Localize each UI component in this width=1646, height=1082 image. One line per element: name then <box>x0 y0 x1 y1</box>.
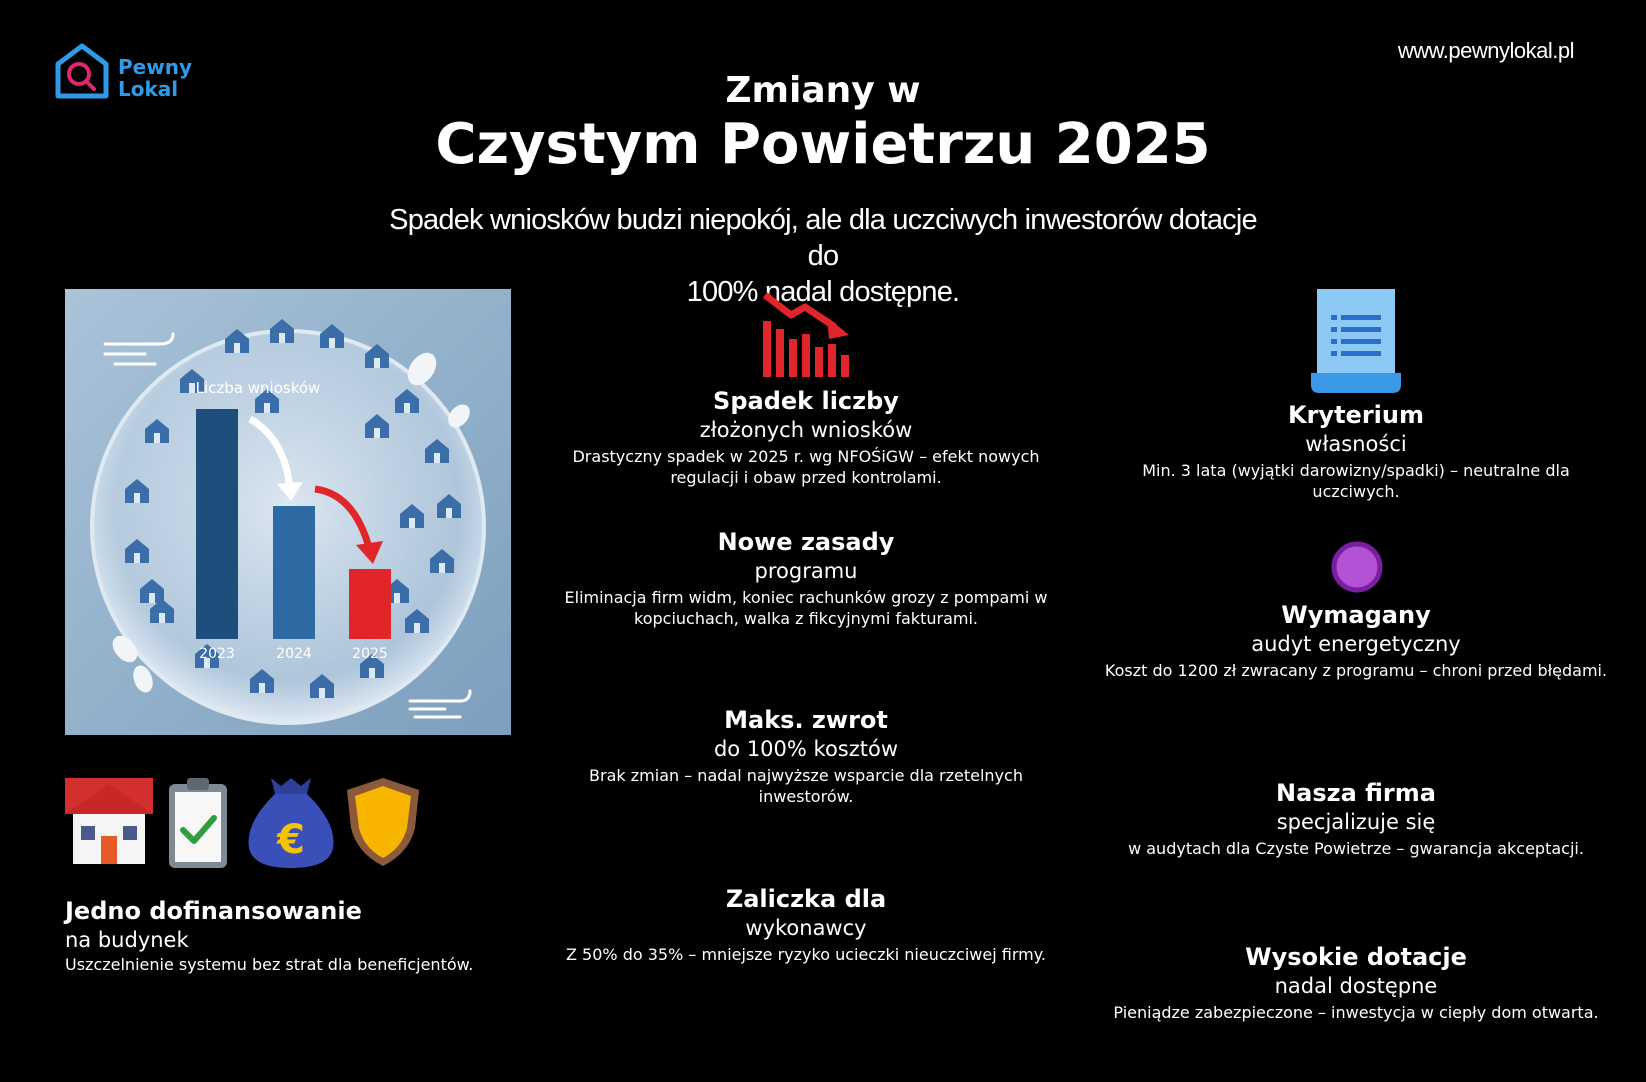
left-info-block <box>65 896 473 975</box>
info-block-max-refund: Maks. zwrot do 100% kosztów Brak zmian – nadal najwyższe wsparcie dla rzetelnych inwestorów. <box>589 706 1023 806</box>
page-title: Czystym Powietrzu 2025 <box>435 112 1211 177</box>
decline-chart-icon <box>763 289 857 379</box>
year-2025: 2025 <box>352 646 388 662</box>
logo-text: Pewny Lokal <box>118 55 192 101</box>
clipboard-check-icon <box>169 778 227 868</box>
document-icon <box>1311 289 1401 395</box>
bar-2024 <box>273 506 315 639</box>
info-block-ownership: Kryterium własności Min. 3 lata (wyjątki darowizny/spadki) – neutralne dla uczciwych. <box>1142 401 1570 501</box>
title-top: Zmiany w <box>725 70 921 111</box>
year-2023: 2023 <box>199 646 235 662</box>
purple-dot-icon <box>1331 541 1383 593</box>
info-block-advance-payment: Zaliczka dla wykonawcy Z 50% do 35% – mniejsze ryzyko ucieczki nieuczciwej firmy. <box>566 885 1046 964</box>
year-2024: 2024 <box>276 646 312 662</box>
website-url: www.pewnylokal.pl <box>1397 38 1574 63</box>
chart-label: Liczba wniosków <box>195 379 321 397</box>
euro-money-bag-icon <box>249 778 334 868</box>
house-icon <box>65 778 153 864</box>
info-block-energy-audit: Wymagany audyt energetyczny Koszt do 1200 zł zwracany z programu – chroni przed błędami. <box>1104 601 1608 680</box>
left-block-description: Uszczelnienie systemu bez strat dla beneficjentów. <box>65 955 474 974</box>
info-block-new-rules: Nowe zasady programu Eliminacja firm widm, koniec rachunków grozy z pompami w kopciuchach, walka z fikcyjnymi fakturami. <box>564 528 1048 628</box>
shield-icon <box>347 778 419 866</box>
svg-text:€: € <box>277 817 305 863</box>
icons-row <box>65 778 425 870</box>
left-block-subtitle: na budynek <box>65 928 189 952</box>
applications-chart-illustration <box>65 289 511 735</box>
bar-2025 <box>349 569 391 639</box>
left-block-title: Jedno dofinansowanie <box>65 897 362 925</box>
info-block-applications-decline: Spadek liczby złożonych wniosków Drastyczny spadek w 2025 r. wg NFOŚiGW – efekt nowych regulacji i obaw przed kontrolami. <box>572 387 1040 487</box>
info-block-our-company: Nasza firma specjalizuje się w audytach dla Czyste Powietrze – gwarancja akceptacji. <box>1128 779 1584 858</box>
bar-2023 <box>196 409 238 639</box>
subtitle: Spadek wniosków budzi niepokój, ale dla uczciwych inwestorów dotacje do 100% nadal dostępne. <box>389 204 1257 308</box>
info-block-high-subsidies: Wysokie dotacje nadal dostępne Pieniądze zabezpieczone – inwestycja w ciepły dom otwarta. <box>1113 943 1599 1022</box>
